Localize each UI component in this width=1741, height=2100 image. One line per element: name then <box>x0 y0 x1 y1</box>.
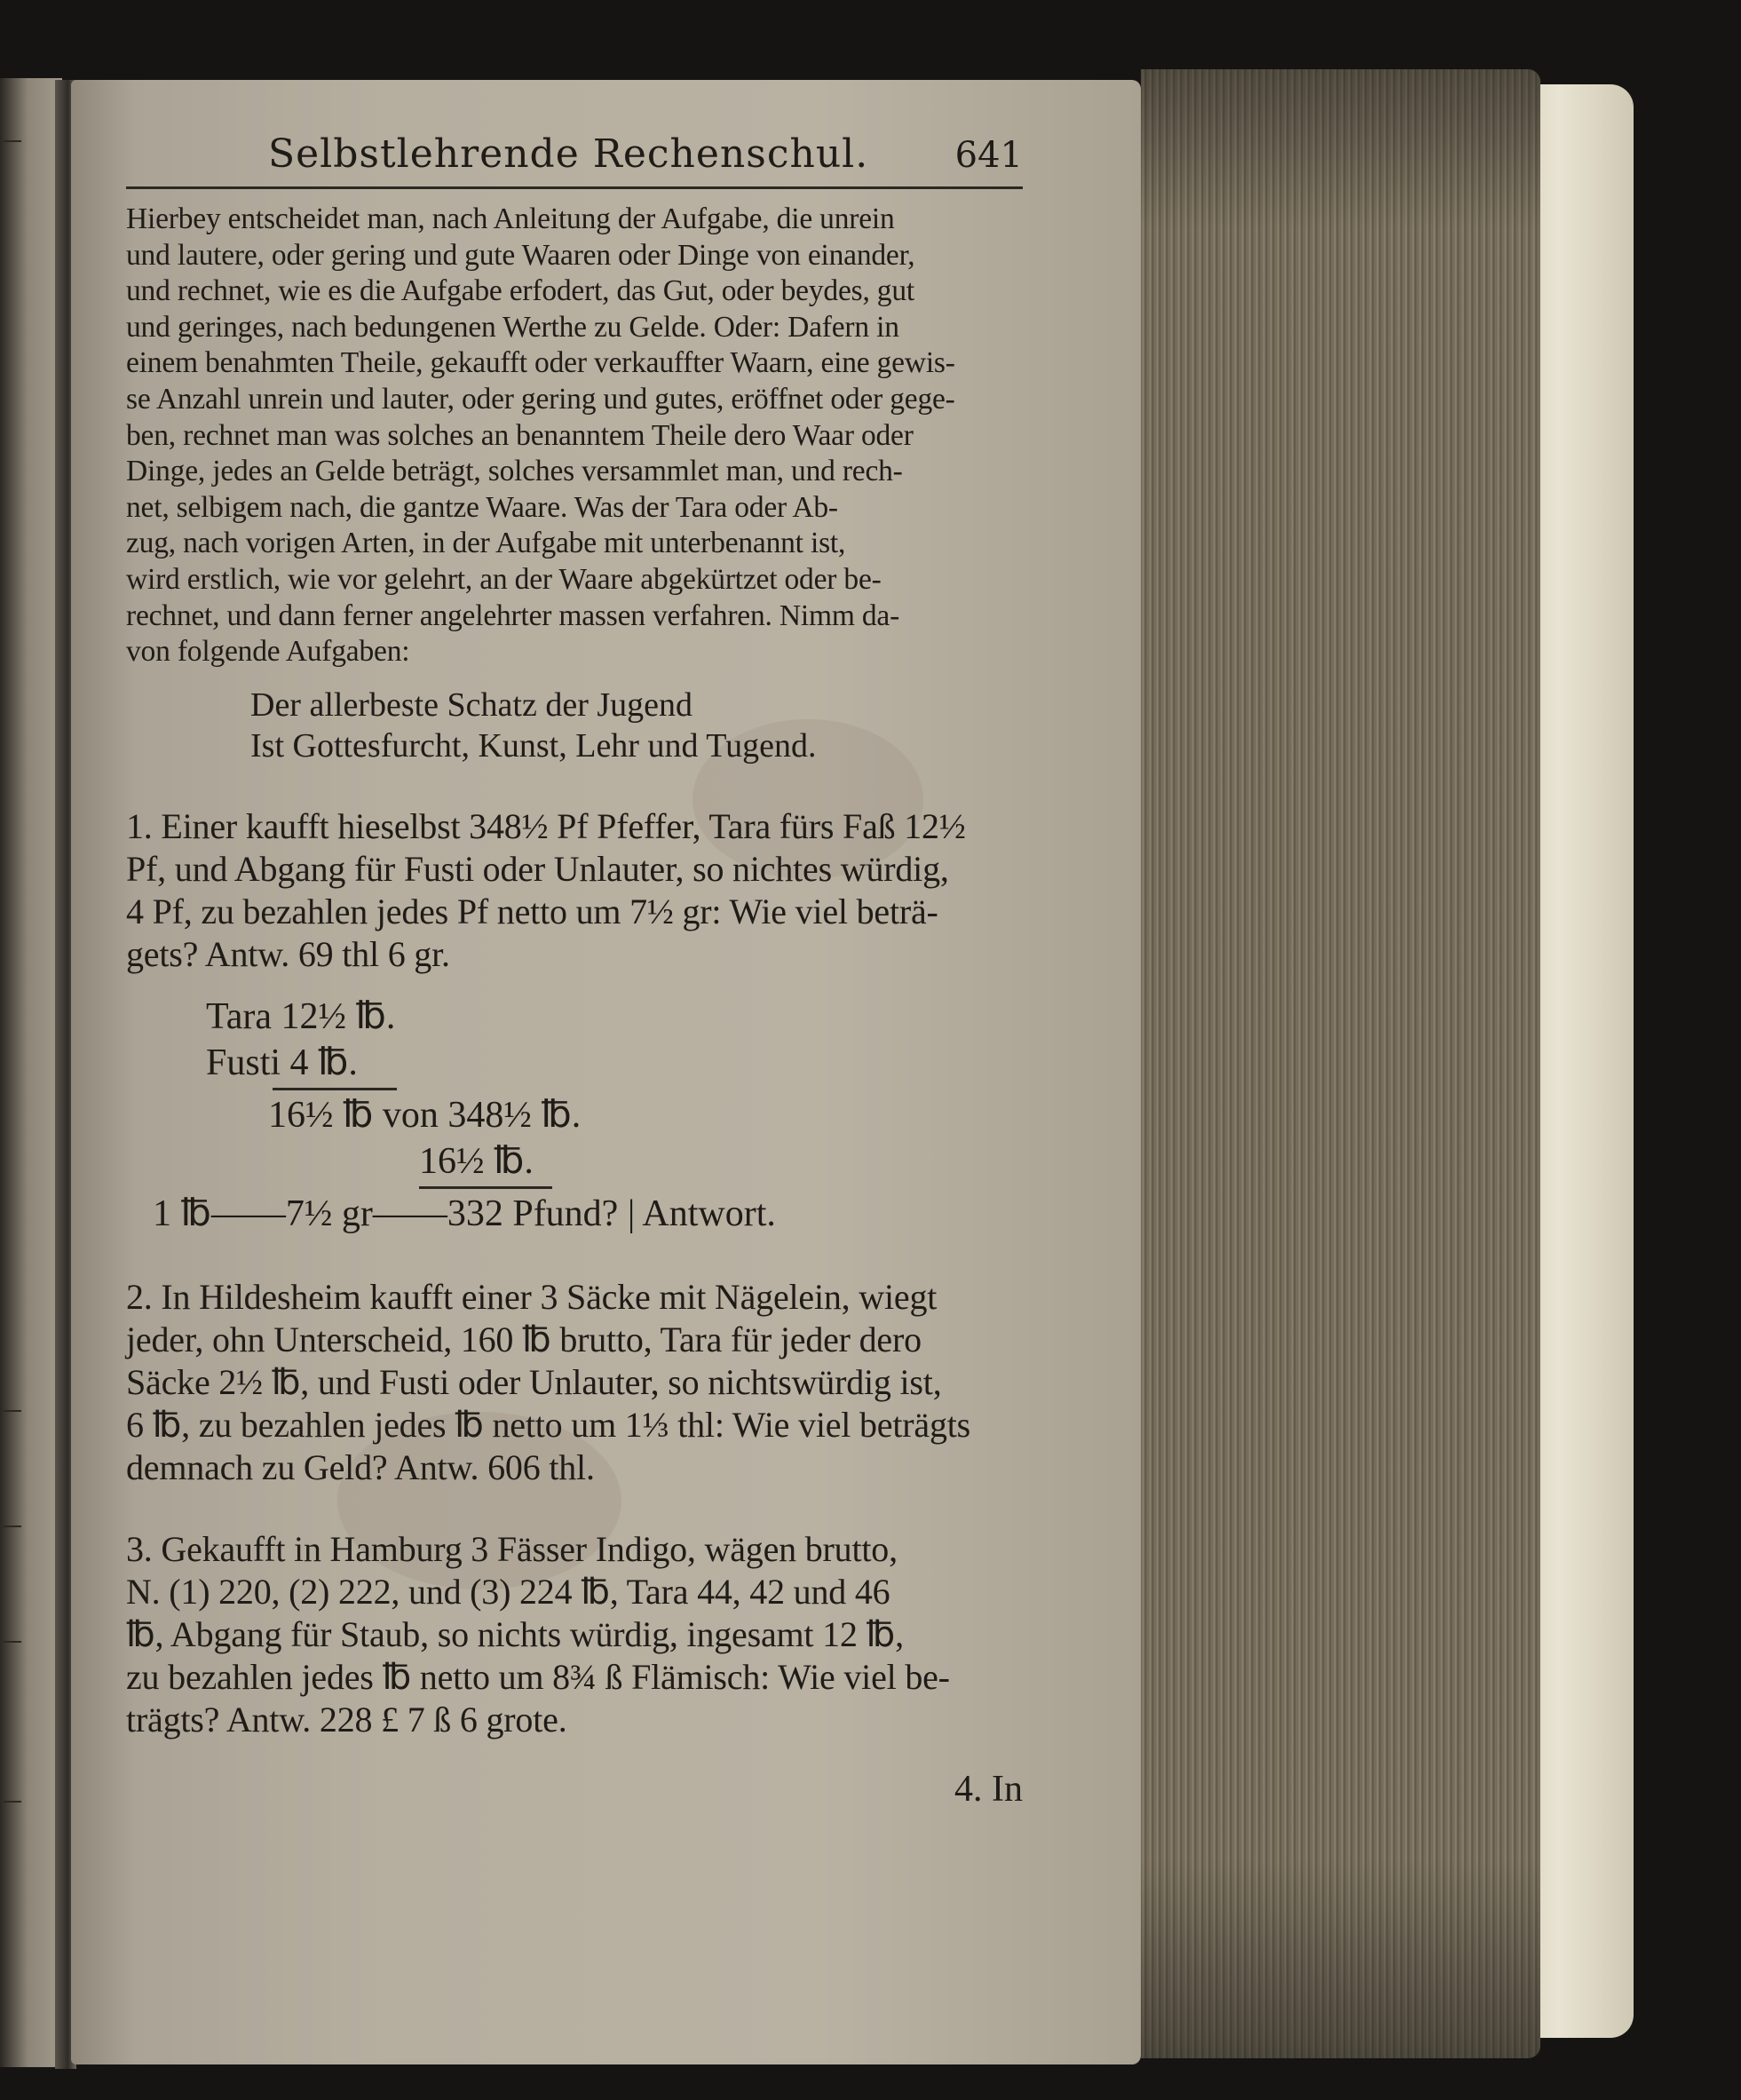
text-line: rechnet, und dann ferner angelehrter massen verfahren. Nimm da- <box>126 598 900 632</box>
text-line: von folgende Aufgaben: <box>126 635 410 669</box>
calc-subtrahend: 16½ ℔. <box>419 1140 534 1182</box>
text-line: 4 Pf, zu bezahlen jedes Pf netto um 7½ gr: Wie viel beträ- <box>126 891 938 931</box>
calculation <box>126 994 1023 1237</box>
left-page-mark <box>4 1801 21 1803</box>
text-line: zug, nach vorigen Arten, in der Aufgabe mit unterbenannt ist, <box>126 527 846 560</box>
text-line: Dinge, jedes an Gelde beträgt, solches versammlet man, und rech- <box>126 455 903 488</box>
text-line: 3. Gekaufft in Hamburg 3 Fässer Indigo, wägen brutto, <box>126 1528 898 1569</box>
text-line: zu bezahlen jedes ℔ netto um 8¾ ß Flämisch: Wie viel be- <box>126 1656 950 1697</box>
text-line: und geringes, nach bedungenen Werthe zu Gelde. Oder: Dafern in <box>126 310 899 344</box>
left-page-mark <box>4 1525 21 1527</box>
text-line: und rechnet, wie es die Aufgabe erfodert, das Gut, oder beydes, gut <box>126 274 915 308</box>
text-line: wird erstlich, wie vor gelehrt, an der Waare abgekürtzet oder be- <box>126 562 882 596</box>
page-block-shade <box>1141 69 1540 2058</box>
text-line: N. (1) 220, (2) 222, und (3) 224 ℔, Tara 44, 42 und 46 <box>126 1571 890 1612</box>
calc-proportion: 1 ℔——7½ gr——332 Pfund? | Antwort. <box>153 1193 776 1234</box>
left-page-edge <box>0 78 62 2067</box>
page-text <box>126 124 1023 1810</box>
calc-rule <box>419 1186 552 1189</box>
text-line: se Anzahl unrein und lauter, oder gering und gutes, eröffnet oder gege- <box>126 382 955 416</box>
motto-line: Ist Gottesfurcht, Kunst, Lehr und Tugend. <box>250 726 817 765</box>
text-line: Säcke 2½ ℔, und Fusti oder Unlauter, so nichtswürdig ist, <box>126 1361 942 1402</box>
calc-fusti: Fusti 4 ℔. <box>206 1042 358 1083</box>
text-line: jeder, ohn Unterscheid, 160 ℔ brutto, Tara für jeder dero <box>126 1319 922 1359</box>
problem-1 <box>126 805 1023 976</box>
running-head <box>126 124 1023 189</box>
calc-rule <box>273 1088 397 1090</box>
text-line: trägts? Antw. 228 £ 7 ß 6 grote. <box>126 1699 567 1739</box>
catchword: 4. In <box>954 1768 1023 1810</box>
text-line: gets? Antw. 69 thl 6 gr. <box>126 933 450 974</box>
text-line: und lautere, oder gering und gute Waaren oder Dinge von einander, <box>126 238 915 272</box>
problem-3 <box>126 1528 1023 1741</box>
text-line: Hierbey entscheidet man, nach Anleitung der Aufgabe, die unrein <box>126 202 895 235</box>
text-line: 6 ℔, zu bezahlen jedes ℔ netto um 1⅓ thl: Wie viel beträgts <box>126 1404 971 1445</box>
text-line: demnach zu Geld? Antw. 606 thl. <box>126 1446 595 1487</box>
left-page-mark <box>4 1641 21 1643</box>
motto <box>250 685 1023 766</box>
text-line: Pf, und Abgang für Fusti oder Unlauter, so nichtes würdig, <box>126 848 949 889</box>
text-line: 2. In Hildesheim kaufft einer 3 Säcke mit Nägelein, wiegt <box>126 1276 938 1317</box>
page-number: 641 <box>954 135 1023 176</box>
text-line: net, selbigem nach, die gantze Waare. Was der Tara oder Ab- <box>126 490 838 524</box>
text-line: 1. Einer kaufft hieselbst 348½ Pf Pfeffer, Tara fürs Faß 12½ <box>126 805 966 846</box>
motto-line: Der allerbeste Schatz der Jugend <box>250 685 693 724</box>
problem-2 <box>126 1276 1023 1489</box>
left-page-mark <box>4 1410 21 1412</box>
text-line: ben, rechnet man was solches an benanntem Theile dero Waar oder <box>126 418 914 452</box>
calc-sum: 16½ ℔ von 348½ ℔. <box>268 1094 582 1136</box>
text-line: einem benahmten Theile, gekaufft oder verkauffter Waarn, eine gewis- <box>126 346 955 380</box>
calc-tara: Tara 12½ ℔. <box>206 995 396 1037</box>
text-line: ℔, Abgang für Staub, so nichts würdig, ingesamt 12 ℔, <box>126 1613 904 1654</box>
running-title: Selbstlehrende Rechenschul. <box>268 131 869 177</box>
intro-paragraph <box>126 202 1023 670</box>
left-page-mark <box>4 140 21 142</box>
